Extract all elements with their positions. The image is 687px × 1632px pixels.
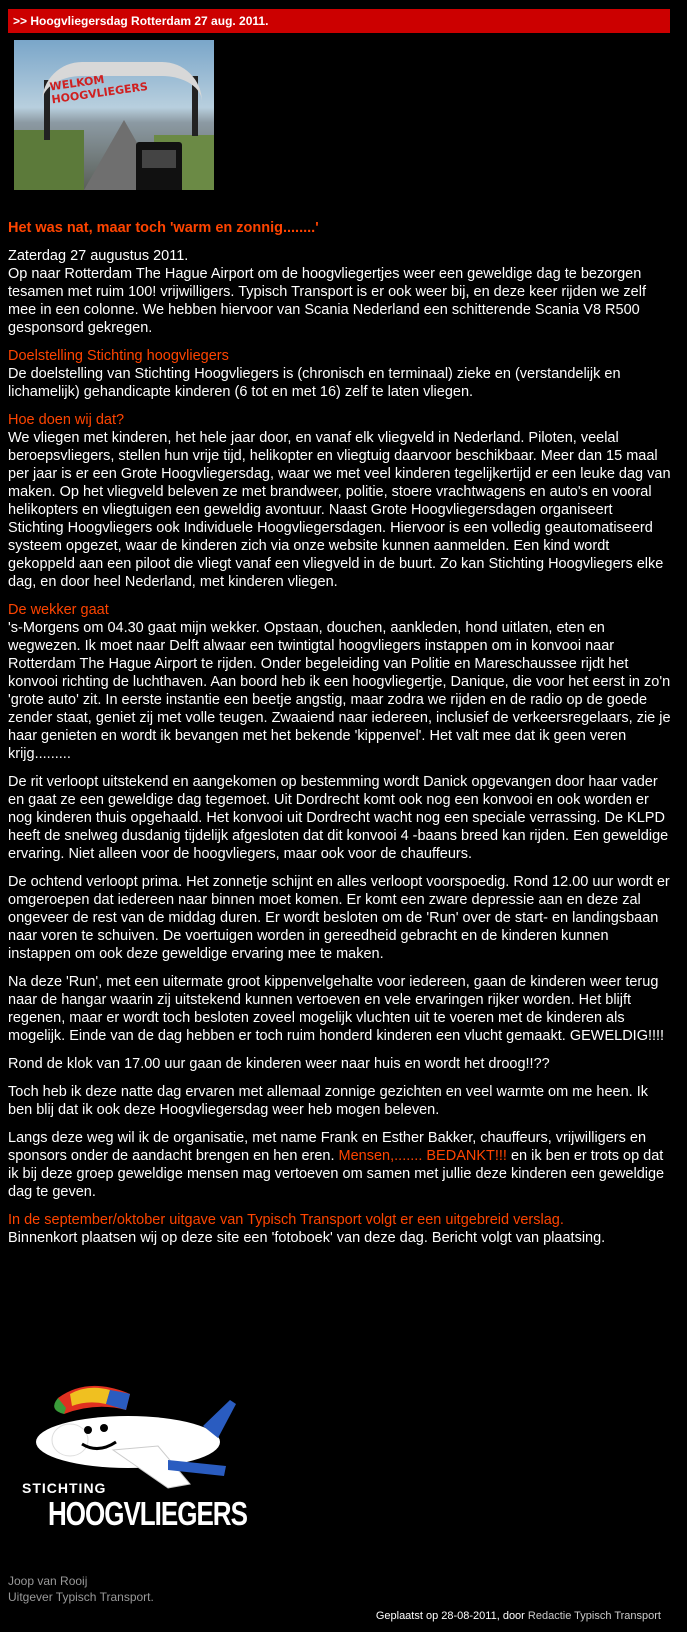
posted-by-link[interactable]: Redactie Typisch Transport: [527, 1610, 661, 1622]
logo-line2: HOOGVLIEGERS: [48, 1494, 247, 1533]
section-heading: Doelstelling Stichting hoogvliegers: [8, 348, 229, 364]
posted-prefix: Geplaatst op 28-08-2011, door: [375, 1610, 528, 1622]
intro-date: Zaterdag 27 augustus 2011.: [8, 248, 189, 264]
article-photo: [14, 40, 214, 190]
intro-text: Op naar Rotterdam The Hague Airport om de hoogvliegertjes weer een geweldige dag te bezorgen tesamen met ruim 100! vrijwilligers. Typisch Transport is er ook weer bij, en deze keer rijden we zelf mee in een colonne. We hebben hiervoor van Scania Nederland een schitterende Scania V8 R500 gesponsord gekregen.: [8, 266, 646, 336]
article-title: >> Hoogvliegersdag Rotterdam 27 aug. 2011.: [13, 14, 269, 28]
bedankt-start: Langs deze weg wil ik de organisatie, met name Frank en Esther Bakker, chauffeurs, vrijwilligers en sponsors onder de aandacht brengen en hen eren.: [8, 1130, 647, 1164]
section-text: We vliegen met kinderen, het hele jaar door, en vanaf elk vliegveld in Nederland. Piloten, veelal beroepsvliegers, stellen hun vrije tijd, helikopter en vliegtuig daarvoor beschikbaar. Meer dan 15 maal per jaar is er een Grote Hoogvliegersdag, waar we met veel kinderen tegelijkertijd er een leuke dag van maken. Op het vliegveld beleven ze met brandweer, politie, stoere vrachtwagens en auto's en vooral helikopters en vliegtuigen een geweldig avontuur. Naast Grote Hoogvliegersdagen organiseert Stichting Hoogvliegers ook Individuele Hoogvliegersdagen. Hiervoor is een volledig geautomatiseerd systeem opgezet, waar de kinderen zich via onze website kunnen aanmelden. Een kind wordt gekoppeld aan een piloot die vliegt vanaf een vliegveld in de buurt. Zo kan Stichting Hoogvliegers elke dag, en door heel Nederland, met kinderen vliegen.: [8, 430, 671, 590]
article-subtitle: Het was nat, maar toch 'warm en zonnig........': [8, 220, 319, 236]
article-title-bar: [8, 9, 670, 33]
paragraph-ochtend: De ochtend verloopt prima. Het zonnetje schijnt en alles verloopt voorspoedig. Rond 12.00 uur wordt er omgeroepen dat iedereen naar binnen moet komen. Er komt een zware depressie aan en deze zal ongeveer de rest van de middag duren. Er wordt besloten om de 'Run' over de start- en landingsbaan naar voren te schuiven. De voertuigen worden in gereedheid gebracht en de kinderen kunnen instappen om ook deze geweldige ervaring mee te maken.: [8, 874, 670, 962]
posted-info: [376, 1610, 661, 1622]
section-doelstelling: [8, 347, 672, 401]
section-wekker: [8, 601, 672, 763]
paragraph-run: Na deze 'Run', met een uitermate groot kippenvelgehalte voor iedereen, gaan de kinderen weer terug naar de hangar waarin zij uitstekend kunnen vertoeven en vele ervaringen rijker worden. Het blijft regenen, maar er wordt toch besloten zoveel mogelijk vluchten uit te voeren met de kinderen als mogelijk. Einde van de dag hebben er toch ruim honderd kinderen een vlucht gemaakt. GEWELDIG!!!!: [8, 974, 665, 1044]
photo-banner-text: WELKOM HOOGVLIEGERS: [48, 72, 149, 107]
bedankt-end: en ik ben er trots op dat ik bij deze groep geweldige mensen mag vertoeven om samen met jullie deze kinderen een geweldige dag te geven.: [8, 1148, 665, 1200]
section-heading: De wekker gaat: [8, 602, 109, 618]
logo-line1: STICHTING: [22, 1480, 107, 1496]
author-role: Uitgever Typisch Transport.: [8, 1590, 154, 1604]
verslag-highlight: In de september/oktober uitgave van Typisch Transport volgt er een uitgebreid verslag.: [8, 1212, 564, 1228]
paragraph-bedankt: [8, 1129, 672, 1201]
verslag-text: Binnenkort plaatsen wij op deze site een 'fotoboek' van deze dag. Bericht volgt van plaatsing.: [8, 1230, 606, 1246]
bedankt-highlight: Mensen,....... BEDANKT!!!: [338, 1148, 507, 1164]
intro-paragraph: [8, 247, 672, 337]
stichting-hoogvliegers-logo: [18, 1380, 247, 1533]
section-text: De doelstelling van Stichting Hoogvliegers is (chronisch en terminaal) zieke en (verstandelijk en lichamelijk) gehandicapte kinderen (6 tot en met 16) zelf te laten vliegen.: [8, 366, 621, 400]
author-block: [8, 1573, 154, 1605]
section-hoe-doen: [8, 411, 672, 591]
paragraph-rit: De rit verloopt uitstekend en aangekomen op bestemming wordt Danick opgevangen door haar vader en gaat ze een geweldige dag tegemoet. Uit Dordrecht komt ook nog een konvooi en ook worden er nog kinderen thuis opgehaald. Het konvooi uit Dordrecht wacht nog een speciale verrassing. De KLPD heeft de snelweg dusdanig tijdelijk afgesloten dat dit konvooi 4 -baans breed kan rijden. Een geweldige ervaring. Niet alleen voor de hoogvliegers, maar ook voor de chauffeurs.: [8, 774, 669, 862]
photo-truck: [136, 142, 182, 190]
author-name: Joop van Rooij: [8, 1574, 88, 1588]
section-text: 's-Morgens om 04.30 gaat mijn wekker. Opstaan, douchen, aankleden, hond uitlaten, eten en wegwezen. Ik moet naar Delft alwaar een twintigtal hoogvliegers instappen om in konvooi naar Rotterdam The Hague Airport te rijden. Onder begeleiding van Politie en Mareschaussee rijdt het konvooi richting de luchthaven. Aan boord heb ik een hoogvliegertje, Danique, die voor het eerst in zo'n 'grote auto' zit. In eerste instantie een beetje angstig, maar zodra we rijden en de radio op de goede zender staat, geniet zij met volle teugen. Zwaaiend naar iedereen, inclusief de verkeersregelaars, zie je haar genieten en wordt ik bevangen met het bekende 'kippenvel'. Het valt mee dat ik geen veren krijg.........: [8, 620, 671, 762]
section-heading: Hoe doen wij dat?: [8, 412, 125, 428]
paragraph-natte-dag: Toch heb ik deze natte dag ervaren met allemaal zonnige gezichten en veel warmte om me heen. Ik ben blij dat ik ook deze Hoogvliegersdag weer heb mogen beleven.: [8, 1084, 648, 1118]
article-body: [8, 219, 672, 1257]
paragraph-verslag: [8, 1211, 672, 1247]
paragraph-droog: Rond de klok van 17.00 uur gaan de kinderen weer naar huis en wordt het droog!!??: [8, 1056, 550, 1072]
